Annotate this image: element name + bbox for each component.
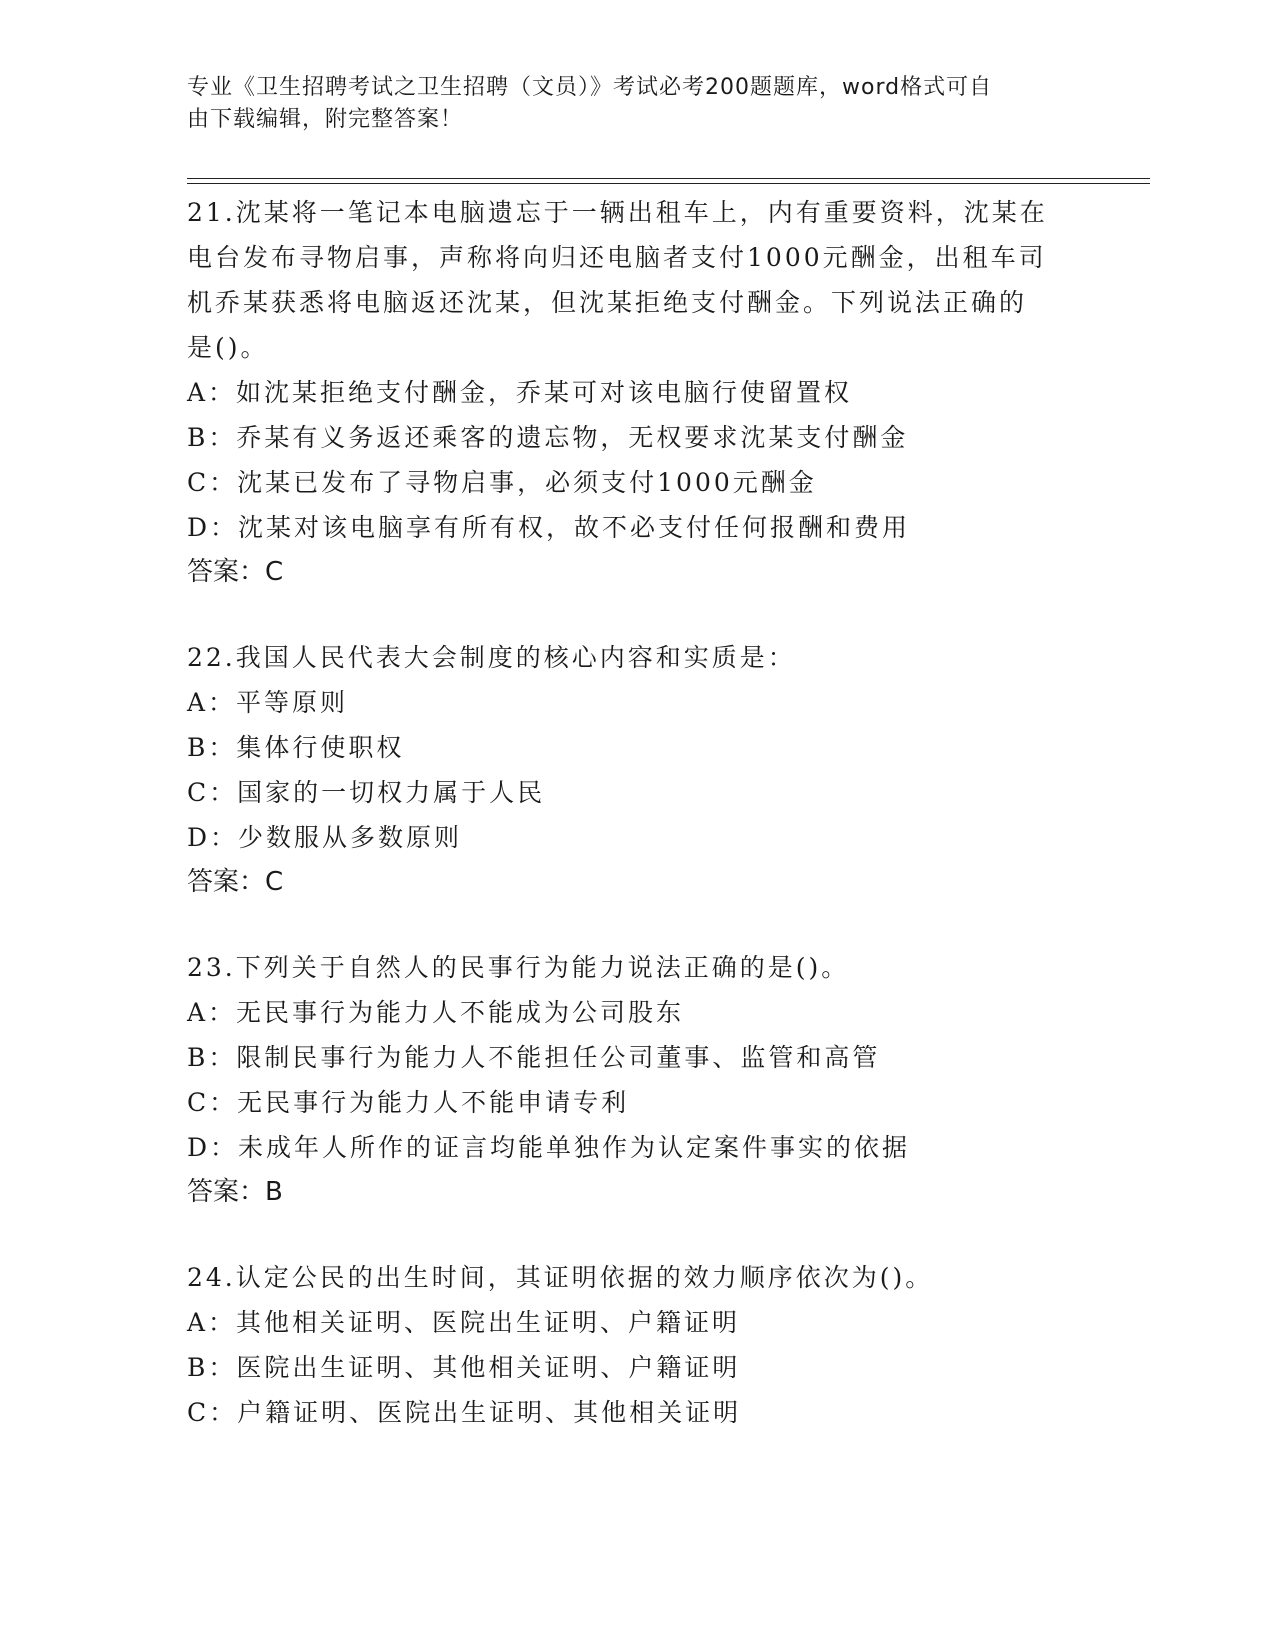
question-stem [187, 1255, 1087, 1300]
option-d: D：沈某对该电脑享有所有权，故不必支付任何报酬和费用 [187, 513, 911, 542]
stem-line: 24.认定公民的出生时间，其证明依据的效力顺序依次为()。 [187, 1263, 934, 1292]
option-b: B：集体行使职权 [187, 733, 405, 762]
stem-line: 是()。 [187, 333, 269, 362]
stem-line: 电台发布寻物启事，声称将向归还电脑者支付1000元酬金，出租车司 [187, 243, 1047, 272]
header-divider-top [187, 178, 1150, 179]
stem-line: 21.沈某将一笔记本电脑遗忘于一辆出租车上，内有重要资料，沈某在 [187, 198, 1048, 227]
stem-line: 22.我国人民代表大会制度的核心内容和实质是： [187, 643, 796, 672]
document-header [187, 72, 1087, 136]
answer-text: 答案：C [187, 867, 284, 897]
option-a: A：平等原则 [187, 688, 349, 717]
option-d: D：少数服从多数原则 [187, 823, 463, 852]
header-line-1: 专业《卫生招聘考试之卫生招聘（文员）》考试必考200题题库，word格式可自 [187, 75, 993, 100]
question-24 [187, 1255, 1087, 1435]
option-b: B：限制民事行为能力人不能担任公司董事、监管和高管 [187, 1043, 881, 1072]
option-a: A：无民事行为能力人不能成为公司股东 [187, 998, 685, 1027]
option-a: A：其他相关证明、医院出生证明、户籍证明 [187, 1308, 741, 1337]
answer-text: 答案：C [187, 557, 284, 587]
answer-text: 答案：B [187, 1177, 283, 1207]
question-list [187, 190, 1087, 1475]
header-divider-bottom [187, 183, 1150, 184]
stem-line: 23.下列关于自然人的民事行为能力说法正确的是()。 [187, 953, 850, 982]
question-stem [187, 190, 1087, 370]
question-stem [187, 945, 1087, 990]
option-b: B：医院出生证明、其他相关证明、户籍证明 [187, 1353, 741, 1382]
stem-line: 机乔某获悉将电脑返还沈某，但沈某拒绝支付酬金。下列说法正确的 [187, 288, 1028, 317]
option-c: C：沈某已发布了寻物启事，必须支付1000元酬金 [187, 468, 817, 497]
question-stem [187, 635, 1087, 680]
option-b: B：乔某有义务返还乘客的遗忘物，无权要求沈某支付酬金 [187, 423, 909, 452]
question-22 [187, 635, 1087, 905]
option-d: D：未成年人所作的证言均能单独作为认定案件事实的依据 [187, 1133, 911, 1162]
option-c: C：无民事行为能力人不能申请专利 [187, 1088, 630, 1117]
option-a: A：如沈某拒绝支付酬金，乔某可对该电脑行使留置权 [187, 378, 853, 407]
header-line-2: 由下载编辑，附完整答案！ [187, 107, 464, 132]
option-c: C：户籍证明、医院出生证明、其他相关证明 [187, 1398, 742, 1427]
option-c: C：国家的一切权力属于人民 [187, 778, 546, 807]
question-23 [187, 945, 1087, 1215]
question-21 [187, 190, 1087, 595]
